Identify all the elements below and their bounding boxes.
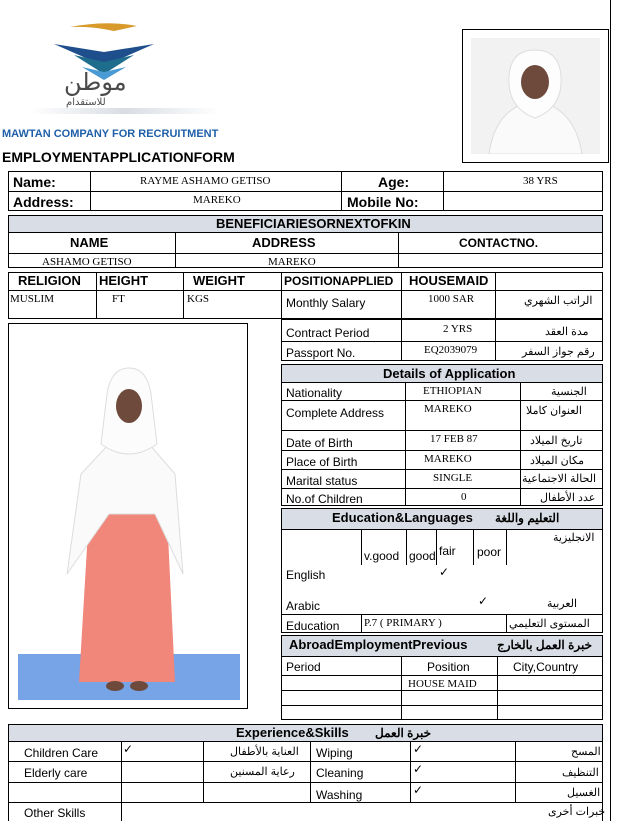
education-label: Education [286,619,340,633]
children-care-ar: العناية بالأطفال [230,746,299,758]
children-ar: عدد الأطفال [540,492,596,504]
salary-label-ar: الراتب الشهري [524,295,593,307]
marital-label: Marital status [286,474,358,488]
level-very-good: v.good [364,549,400,563]
passport-label: Passport No. [286,346,356,360]
wiping-check: ✓ [413,742,424,756]
washing-check: ✓ [413,783,424,797]
page-edge [610,0,611,821]
arabic-check: ✓ [478,594,489,608]
wiping-ar: المسح [571,746,601,758]
contract-period-label: Contract Period [286,326,370,340]
level-fair: fair [439,544,456,558]
education-title-ar: التعليم واللغة [495,511,560,525]
education-ar: المستوى التعليمي [509,618,590,630]
other-skills-label: Other Skills [24,806,86,820]
name-value: RAYME ASHAMO GETISO [140,175,271,187]
city-country-header: City,Country [513,660,579,674]
wiping-label: Wiping [316,746,353,760]
form-title: EMPLOYMENTAPPLICATIONFORM [2,149,235,165]
education-title: Education&Languages [332,510,473,525]
kin-address-header: ADDRESS [252,235,316,250]
elderly-care-label: Elderly care [24,766,88,780]
kin-address: MAREKO [268,256,316,268]
arabic-label: Arabic [286,599,321,613]
position-header-abroad: Position [427,660,470,674]
kin-name-header: NAME [70,235,109,250]
experience-title-ar: خبرة العمل [375,726,432,740]
weight-header: WEIGHT [193,273,245,288]
marital-ar: الحالة الاجتماعية [522,473,597,485]
cleaning-check: ✓ [413,762,424,776]
children-label: No.of Children [286,492,363,506]
children-value: 0 [461,491,467,503]
salary-label: Monthly Salary [286,296,366,310]
children-care-label: Children Care [24,746,99,760]
age-value: 38 YRS [523,175,558,187]
english-check: ✓ [439,565,450,579]
marital-value: SINGLE [433,472,473,484]
portrait-figure-icon [471,38,600,154]
company-logo [52,22,182,114]
housemaid-value: HOUSEMAID [409,273,489,288]
washing-label: Washing [316,788,363,802]
washing-ar: الغسيل [567,787,601,799]
experience-title: Experience&Skills [236,725,349,740]
other-skills-ar: خبرات أخرى [548,806,606,818]
logo-arabic: موطن [64,68,127,96]
kin-contact-header: CONTACTNO. [459,236,539,250]
passport-ar: رقم جواز السفر [522,346,595,358]
logo-underline [30,108,220,114]
cleaning-label: Cleaning [316,766,364,780]
abroad-position: HOUSE MAID [408,678,477,690]
english-label-ar: الانجليزية [553,532,595,544]
kin-name: ASHAMO GETISO [42,256,132,268]
height-header: HEIGHT [99,273,149,288]
education-value: P.7 ( PRIMARY ) [364,617,442,629]
children-care-check: ✓ [123,742,134,756]
complete-address-label: Complete Address [286,406,385,420]
application-title: Details of Application [383,366,516,381]
nationality-ar: الجنسية [551,386,587,398]
passport-value: EQ2039079 [424,344,478,356]
company-name: MAWTAN COMPANY FOR RECRUITMENT [2,128,219,140]
period-header: Period [286,660,321,674]
level-poor: poor [477,545,502,559]
logo-arabic-sub: للاستقدام [66,97,106,108]
portrait-photo [462,29,609,163]
complete-address-value: MAREKO [424,403,472,415]
address-value: MAREKO [193,194,241,206]
level-good: good [409,549,436,563]
salary-value: 1000 SAR [428,293,475,305]
full-body-figure-icon [9,324,247,708]
abroad-title-ar: خبرة العمل بالخارج [497,638,593,652]
religion-value: MUSLIM [10,293,55,305]
abroad-title: AbroadEmploymentPrevious [289,637,468,652]
age-label: Age: [378,174,410,190]
pob-ar: مكان الميلاد [530,455,585,467]
full-body-photo [8,323,248,709]
english-label: English [286,568,326,582]
complete-address-ar: العنوان كاملا [526,405,582,417]
pob-label: Place of Birth [286,455,358,469]
cleaning-ar: التنظيف [562,767,599,779]
weight-value: KGS [187,293,210,305]
arabic-label-ar: العربية [547,598,578,610]
contract-period-value: 2 YRS [443,323,473,335]
elderly-care-ar: رعاية المسنين [230,766,295,778]
contract-period-ar: مدة العقد [545,326,589,338]
pob-value: MAREKO [424,453,472,465]
dob-ar: تاريخ الميلاد [530,435,583,447]
religion-header: RELIGION [18,273,81,288]
dob-label: Date of Birth [286,436,353,450]
mobile-label: Mobile No: [347,194,419,210]
kin-title: BENEFICIARIESORNEXTOFKIN [216,216,411,231]
position-header: POSITIONAPPLIED [284,274,394,288]
name-label: Name: [13,174,56,190]
address-label: Address: [13,194,74,210]
dob-value: 17 FEB 87 [430,433,478,445]
nationality-label: Nationality [286,386,343,400]
nationality-value: ETHIOPIAN [423,385,482,397]
height-value: FT [112,293,125,305]
